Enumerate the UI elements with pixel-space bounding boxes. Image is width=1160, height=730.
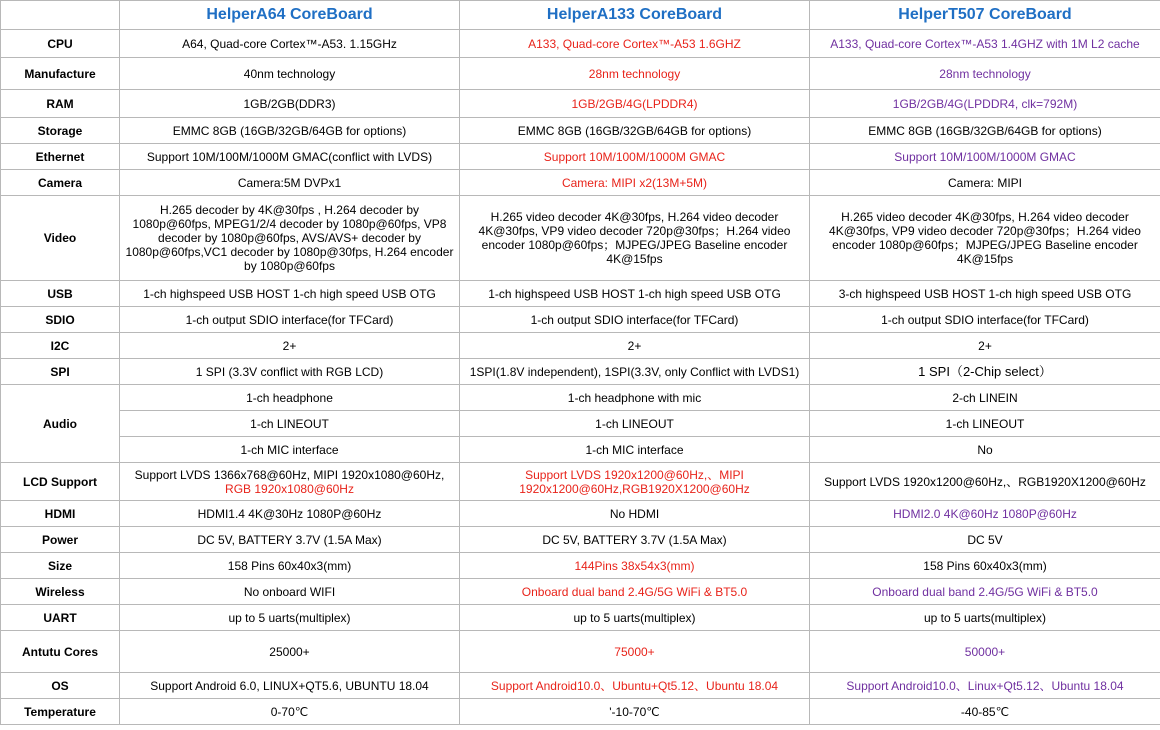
camera-a133: Camera: MIPI x2(13M+5M)	[460, 170, 810, 196]
power-t507: DC 5V	[810, 527, 1160, 553]
uart-a133: up to 5 uarts(multiplex)	[460, 605, 810, 631]
spi-a64: 1 SPI (3.3V conflict with RGB LCD)	[120, 359, 460, 385]
header-a64: HelperA64 CoreBoard	[120, 1, 460, 30]
label-ram: RAM	[1, 90, 120, 118]
row-usb	[1, 281, 1160, 307]
ram-a64: 1GB/2GB(DDR3)	[120, 90, 460, 118]
label-os: OS	[1, 673, 120, 699]
row-audio-1	[1, 385, 1160, 411]
label-i2c: I2C	[1, 333, 120, 359]
row-os	[1, 673, 1160, 699]
size-t507: 158 Pins 60x40x3(mm)	[810, 553, 1160, 579]
row-audio-3	[1, 437, 1160, 463]
hdmi-t507: HDMI2.0 4K@60Hz 1080P@60Hz	[810, 501, 1160, 527]
audio-a133-1: 1-ch headphone with mic	[460, 385, 810, 411]
temp-t507: -40-85℃	[810, 699, 1160, 725]
lcd-a64	[120, 463, 460, 501]
camera-t507: Camera: MIPI	[810, 170, 1160, 196]
video-t507: H.265 video decoder 4K@30fps, H.264 video decoder 4K@30fps, VP9 video decoder 720p@30fps；H.264 video encoder 1080p@60fps；MJPEG/JPEG Baseline encoder 4K@15fps	[810, 196, 1160, 281]
wireless-a64: No onboard WIFI	[120, 579, 460, 605]
row-camera	[1, 170, 1160, 196]
usb-a64: 1-ch highspeed USB HOST 1-ch high speed USB OTG	[120, 281, 460, 307]
cpu-a133: A133, Quad-core Cortex™-A53 1.6GHZ	[460, 30, 810, 58]
antutu-a64: 25000+	[120, 631, 460, 673]
os-a64: Support Android 6.0, LINUX+QT5.6, UBUNTU 18.04	[120, 673, 460, 699]
row-video	[1, 196, 1160, 281]
label-temperature: Temperature	[1, 699, 120, 725]
ethernet-t507: Support 10M/100M/1000M GMAC	[810, 144, 1160, 170]
audio-a64-2: 1-ch LINEOUT	[120, 411, 460, 437]
storage-a64: EMMC 8GB (16GB/32GB/64GB for options)	[120, 118, 460, 144]
size-a64: 158 Pins 60x40x3(mm)	[120, 553, 460, 579]
row-lcd	[1, 463, 1160, 501]
row-sdio	[1, 307, 1160, 333]
row-size	[1, 553, 1160, 579]
manufacture-a64: 40nm technology	[120, 58, 460, 90]
label-storage: Storage	[1, 118, 120, 144]
row-ethernet	[1, 144, 1160, 170]
lcd-t507: Support LVDS 1920x1200@60Hz,、RGB1920X1200@60Hz	[810, 463, 1160, 501]
lcd-a64-line1: Support LVDS 1366x768@60Hz, MIPI 1920x1080@60Hz,	[134, 467, 445, 482]
row-cpu	[1, 30, 1160, 58]
label-video: Video	[1, 196, 120, 281]
row-spi	[1, 359, 1160, 385]
label-camera: Camera	[1, 170, 120, 196]
wireless-a133: Onboard dual band 2.4G/5G WiFi & BT5.0	[460, 579, 810, 605]
corner-cell	[1, 1, 120, 30]
ram-t507: 1GB/2GB/4G(LPDDR4, clk=792M)	[810, 90, 1160, 118]
os-a133: Support Android10.0、Ubuntu+Qt5.12、Ubuntu 18.04	[460, 673, 810, 699]
temp-a133: '-10-70℃	[460, 699, 810, 725]
storage-a133: EMMC 8GB (16GB/32GB/64GB for options)	[460, 118, 810, 144]
label-antutu: Antutu Cores	[1, 631, 120, 673]
video-a133: H.265 video decoder 4K@30fps, H.264 video decoder 4K@30fps, VP9 video decoder 720p@30fps；H.264 video encoder 1080p@60fps；MJPEG/JPEG Baseline encoder 4K@15fps	[460, 196, 810, 281]
header-t507: HelperT507 CoreBoard	[810, 1, 1160, 30]
storage-t507: EMMC 8GB (16GB/32GB/64GB for options)	[810, 118, 1160, 144]
antutu-a133: 75000+	[460, 631, 810, 673]
usb-a133: 1-ch highspeed USB HOST 1-ch high speed USB OTG	[460, 281, 810, 307]
row-manufacture	[1, 58, 1160, 90]
wireless-t507: Onboard dual band 2.4G/5G WiFi & BT5.0	[810, 579, 1160, 605]
i2c-a64: 2+	[120, 333, 460, 359]
label-lcd: LCD Support	[1, 463, 120, 501]
sdio-a133: 1-ch output SDIO interface(for TFCard)	[460, 307, 810, 333]
label-ethernet: Ethernet	[1, 144, 120, 170]
row-antutu	[1, 631, 1160, 673]
label-uart: UART	[1, 605, 120, 631]
spi-a133: 1SPI(1.8V independent), 1SPI(3.3V, only Conflict with LVDS1)	[460, 359, 810, 385]
lcd-a133: Support LVDS 1920x1200@60Hz,、MIPI 1920x1200@60Hz,RGB1920X1200@60Hz	[460, 463, 810, 501]
i2c-a133: 2+	[460, 333, 810, 359]
audio-t507-2: 1-ch LINEOUT	[810, 411, 1160, 437]
row-hdmi	[1, 501, 1160, 527]
header-row	[1, 1, 1160, 30]
label-manufacture: Manufacture	[1, 58, 120, 90]
label-audio: Audio	[1, 385, 120, 463]
cpu-t507: A133, Quad-core Cortex™-A53 1.4GHZ with 1M L2 cache	[810, 30, 1160, 58]
usb-t507: 3-ch highspeed USB HOST 1-ch high speed USB OTG	[810, 281, 1160, 307]
size-a133: 144Pins 38x54x3(mm)	[460, 553, 810, 579]
audio-a133-3: 1-ch MIC interface	[460, 437, 810, 463]
label-wireless: Wireless	[1, 579, 120, 605]
os-t507: Support Android10.0、Linux+Qt5.12、Ubuntu 18.04	[810, 673, 1160, 699]
sdio-a64: 1-ch output SDIO interface(for TFCard)	[120, 307, 460, 333]
video-a64: H.265 decoder by 4K@30fps , H.264 decoder by 1080p@60fps, MPEG1/2/4 decoder by 1080p@60fps, VP8 decoder by 1080p@60fps, AVS/AVS+ decoder by 1080p@60fps,VC1 decoder by 1080p@30fps, H.264 encoder by 1080p@60fps	[120, 196, 460, 281]
hdmi-a64: HDMI1.4 4K@30Hz 1080P@60Hz	[120, 501, 460, 527]
label-power: Power	[1, 527, 120, 553]
label-size: Size	[1, 553, 120, 579]
spi-t507: 1 SPI（2-Chip select）	[810, 359, 1160, 385]
label-hdmi: HDMI	[1, 501, 120, 527]
label-cpu: CPU	[1, 30, 120, 58]
i2c-t507: 2+	[810, 333, 1160, 359]
power-a133: DC 5V, BATTERY 3.7V (1.5A Max)	[460, 527, 810, 553]
audio-t507-1: 2-ch LINEIN	[810, 385, 1160, 411]
ram-a133: 1GB/2GB/4G(LPDDR4)	[460, 90, 810, 118]
row-i2c	[1, 333, 1160, 359]
row-ram	[1, 90, 1160, 118]
row-temperature	[1, 699, 1160, 725]
ethernet-a64: Support 10M/100M/1000M GMAC(conflict with LVDS)	[120, 144, 460, 170]
audio-a64-3: 1-ch MIC interface	[120, 437, 460, 463]
uart-t507: up to 5 uarts(multiplex)	[810, 605, 1160, 631]
sdio-t507: 1-ch output SDIO interface(for TFCard)	[810, 307, 1160, 333]
uart-a64: up to 5 uarts(multiplex)	[120, 605, 460, 631]
cpu-a64: A64, Quad-core Cortex™-A53. 1.15GHz	[120, 30, 460, 58]
row-storage	[1, 118, 1160, 144]
manufacture-a133: 28nm technology	[460, 58, 810, 90]
power-a64: DC 5V, BATTERY 3.7V (1.5A Max)	[120, 527, 460, 553]
row-wireless	[1, 579, 1160, 605]
audio-a133-2: 1-ch LINEOUT	[460, 411, 810, 437]
manufacture-t507: 28nm technology	[810, 58, 1160, 90]
label-sdio: SDIO	[1, 307, 120, 333]
row-uart	[1, 605, 1160, 631]
camera-a64: Camera:5M DVPx1	[120, 170, 460, 196]
header-a133: HelperA133 CoreBoard	[460, 1, 810, 30]
audio-a64-1: 1-ch headphone	[120, 385, 460, 411]
lcd-a64-line2: RGB 1920x1080@60Hz	[225, 481, 354, 496]
temp-a64: 0-70℃	[120, 699, 460, 725]
hdmi-a133: No HDMI	[460, 501, 810, 527]
antutu-t507: 50000+	[810, 631, 1160, 673]
label-spi: SPI	[1, 359, 120, 385]
ethernet-a133: Support 10M/100M/1000M GMAC	[460, 144, 810, 170]
label-usb: USB	[1, 281, 120, 307]
row-power	[1, 527, 1160, 553]
row-audio-2	[1, 411, 1160, 437]
audio-t507-3: No	[810, 437, 1160, 463]
